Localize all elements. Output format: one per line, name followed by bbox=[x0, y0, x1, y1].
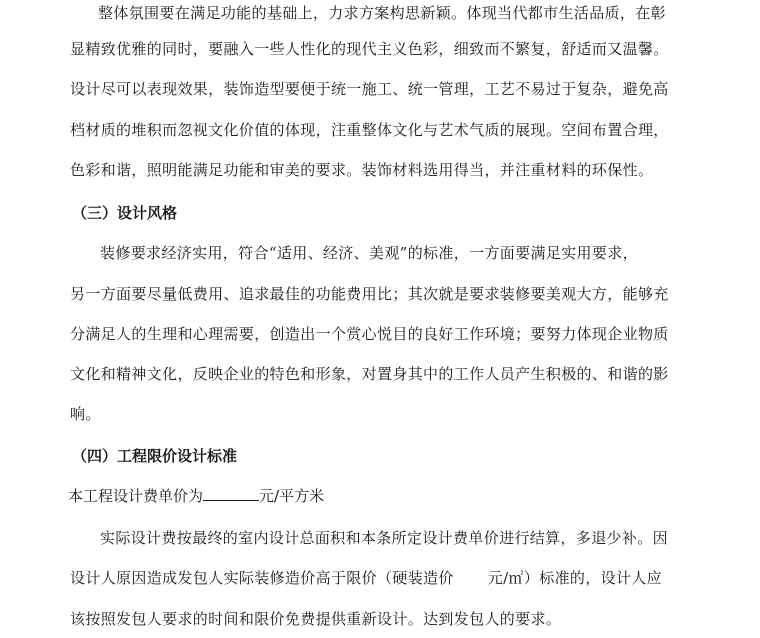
paragraph-line: 档材质的堆积而忽视文化价值的体现，注重整体文化与艺术气质的展现。空间布置合理， bbox=[70, 121, 669, 139]
paragraph-line: 响。 bbox=[70, 405, 101, 423]
fee-line bbox=[68, 486, 324, 506]
line2-prefix: 设计人原因造成发包人实际装修造价高于限价（硬装造价 bbox=[70, 569, 454, 587]
section-heading-cost-limit: （四）工程限价设计标准 bbox=[72, 447, 238, 465]
paragraph-line bbox=[70, 568, 662, 588]
paragraph-line: 文化和精神文化，反映企业的特色和形象，对置身其中的工作人员产生积极的、和谐的影 bbox=[70, 365, 669, 383]
fee-suffix: 元/平方米 bbox=[259, 487, 325, 505]
paragraph-line: 另一方面要尽量低费用、追求最佳的功能费用比；其次就是要求装修要美观大方，能够充 bbox=[70, 285, 669, 303]
fee-prefix: 本工程设计费单价为 bbox=[68, 487, 204, 505]
section-heading-design-style: （三）设计风格 bbox=[72, 204, 178, 222]
paragraph-line: 整体氛围要在满足功能的基础上，力求方案构思新颖。体现当代都市生活品质，在彰 bbox=[98, 4, 666, 22]
paragraph-line: 实际设计费按最终的室内设计总面积和本条所定设计费单价进行结算，多退少补。因 bbox=[100, 529, 668, 547]
paragraph-line: 该按照发包人要求的时间和限价免费提供重新设计。达到发包人的要求。 bbox=[70, 610, 562, 628]
paragraph-line: 色彩和谐，照明能满足功能和审美的要求。装饰材料选用得当，并注重材料的环保性。 bbox=[70, 161, 654, 179]
paragraph-line: 分满足人的生理和心理需要，创造出一个赏心悦目的良好工作环境；要努力体现企业物质 bbox=[70, 325, 669, 343]
paragraph-line: 装修要求经济实用，符合“适用、经济、美观”的标准，一方面要满足实用要求， bbox=[100, 244, 638, 262]
paragraph-line: 设计尽可以表现效果，装饰造型要便于统一施工、统一管理，工艺不易过于复杂，避免高 bbox=[70, 80, 669, 98]
paragraph-line: 显精致优雅的同时，要融入一些人性化的现代主义色彩，细致而不繁复，舒适而又温馨。 bbox=[70, 40, 669, 58]
fee-blank bbox=[203, 486, 259, 501]
line2-suffix: 元/㎡）标准的，设计人应 bbox=[487, 569, 663, 587]
